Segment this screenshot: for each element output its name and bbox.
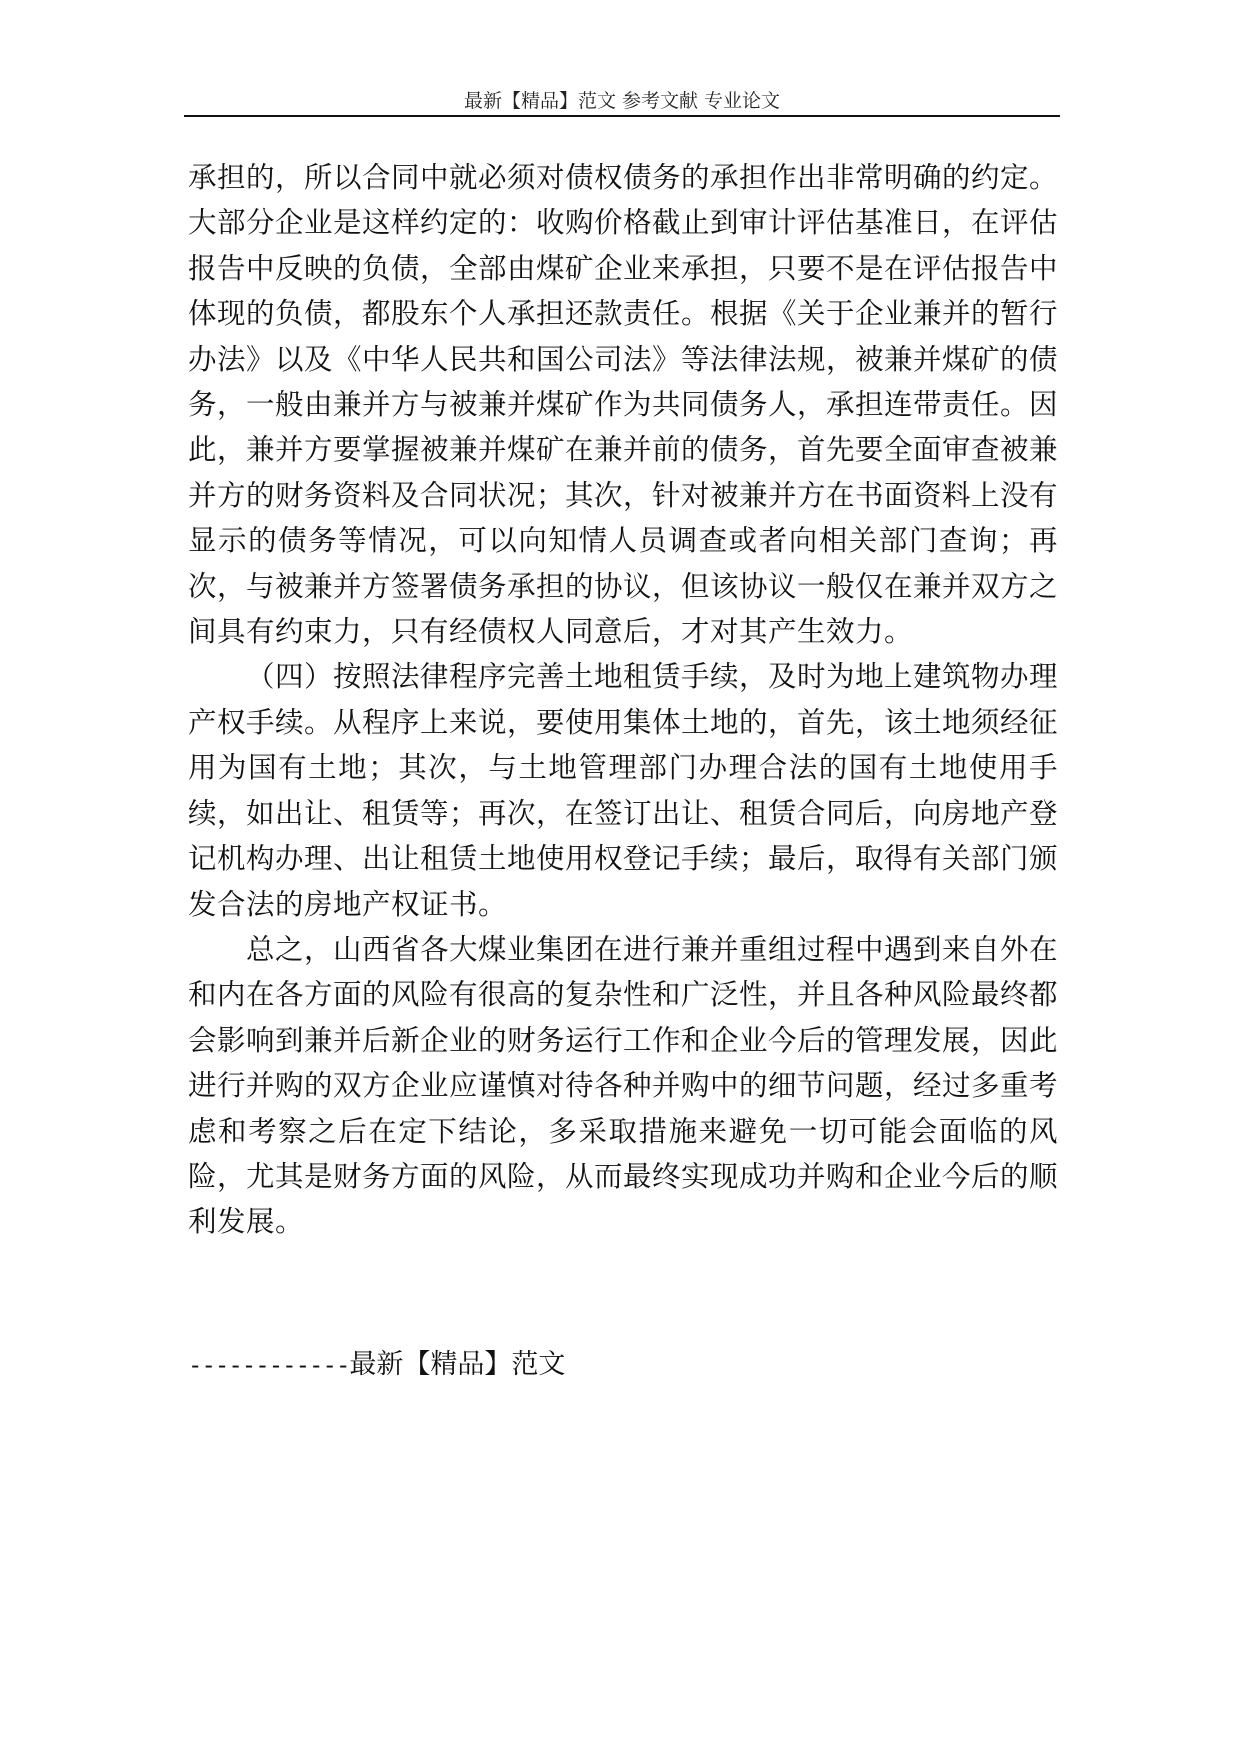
paragraph-conclusion: 总之，山西省各大煤业集团在进行兼并重组过程中遇到来自外在和内在各方面的风险有很高的复杂性和广泛性，并且各种风险最终都会影响到兼并后新企业的财务运行工作和企业今后的管理发展，因此进行并购的双方企业应谨慎对待各种并购中的细节问题，经过多重考虑和考察之后在定下结论，多采取措施来避免一切可能会面临的风险，尤其是财务方面的风险，从而最终实现成功并购和企业今后的顺利发展。 <box>188 932 1059 1239</box>
header-divider <box>184 115 1060 117</box>
page-header-text: 最新【精品】范文 参考文献 专业论文 <box>463 90 781 112</box>
paragraph-land-lease: （四）按照法律程序完善土地租赁手续，及时为地上建筑物办理产权手续。从程序上来说，要使用集体土地的，首先，该土地须经征用为国有土地；其次，与土地管理部门办理合法的国有土地使用手续，如出让、租赁等；再次，在签订出让、租赁合同后，向房地产登记机构办理、出让租赁土地使用权登记手续；最后，取得有关部门颁发合法的房地产权证书。 <box>188 660 1059 921</box>
page-header <box>186 88 1058 114</box>
paragraph-debt-liabilities: 承担的，所以合同中就必须对债权债务的承担作出非常明确的约定。大部分企业是这样约定的：收购价格截止到审计评估基准日，在评估报告中反映的负债，全部由煤矿企业来承担，只要不是在评估报告中体现的负债，都股东个人承担还款责任。根据《关于企业兼并的暂行办法》以及《中华人民共和国公司法》等法律法规，被兼并煤矿的债务，一般由兼并方与被兼并煤矿作为共同债务人，承担连带责任。因此，兼并方要掌握被兼并煤矿在兼并前的债务，首先要全面审查被兼并方的财务资料及合同状况；其次，针对被兼并方在书面资料上没有显示的债务等情况，可以向知情人员调查或者向相关部门查询；再次，与被兼并方签署债务承担的协议，但该协议一般仅在兼并双方之间具有约束力，只有经债权人同意后，才对其产生效力。 <box>188 161 1059 649</box>
footer-dashes: ------------ <box>188 1351 350 1379</box>
document-body <box>188 155 1058 1245</box>
footer-line <box>188 1345 565 1385</box>
footer-text: 最新【精品】范文 <box>349 1349 566 1380</box>
